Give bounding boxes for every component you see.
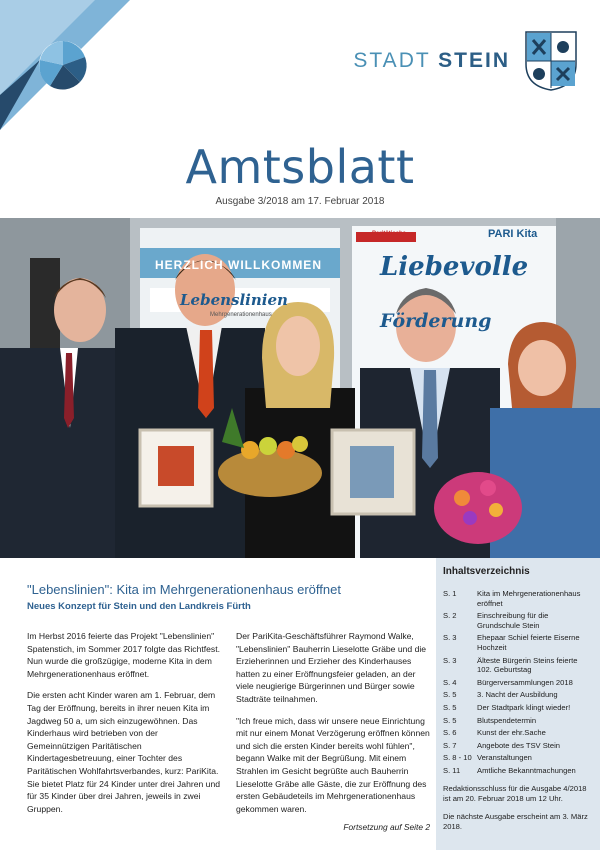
next-issue-note: Die nächste Ausgabe erscheint am 3. März 2018. <box>443 811 588 831</box>
article-body <box>27 630 432 824</box>
lead-article-header <box>27 582 427 612</box>
coat-of-arms-icon <box>524 30 578 92</box>
paragraph: Der PariKita-Geschäftsführer Raymond Walke, "Lebenslinien" Bauherrin Lieselotte Gräbe und die Erzieherinnen und Erzieher des Kinderhauses hatten zu einer Eröffnungsfeier geladen, an der viele neugierige Bürgerinnen und Bürger sowie Stadträte teilnahmen. <box>236 631 427 704</box>
cover-photo <box>0 218 600 558</box>
continue-link[interactable]: Fortsetzung auf Seite 2 <box>343 822 430 832</box>
page-title: Amtsblatt <box>185 140 415 194</box>
article-column-1 <box>27 630 222 824</box>
banner-slogan-1: Liebevolle <box>380 252 529 282</box>
toc-item[interactable]: S. 7 Angebote des TSV Stein <box>443 740 561 750</box>
banner-kita-pre: Paritätische <box>372 231 407 237</box>
toc-item[interactable]: S. 5 3. Nacht der Ausbildung <box>443 690 558 700</box>
banner-kita-logo: PARI Kita <box>488 228 538 240</box>
toc-title: Inhaltsverzeichnis <box>443 566 530 577</box>
toc-item[interactable]: S. 3 Ehepaar Schiel feierte Eiserne Hochzeit <box>443 633 580 652</box>
toc-item[interactable]: S. 6 Kunst der ehr.Sache <box>443 728 546 738</box>
article-subhead: Neues Konzept für Stein und den Landkreis Fürth <box>27 601 251 612</box>
paragraph: Im Herbst 2016 feierte das Projekt "Lebenslinien" Spatenstich, im Sommer 2017 folgte das Richtfest. Nun wurde die großzügige, moderne Kita in dem Mehrgenerationenhaus eröffnet. <box>27 631 220 679</box>
brand-name: STADT STEIN <box>353 49 510 72</box>
article-headline: "Lebenslinien": Kita im Mehrgenerationenhaus eröffnet <box>27 582 341 597</box>
table-of-contents <box>436 558 600 850</box>
corner-decoration <box>0 0 130 130</box>
article-column-2 <box>236 630 431 824</box>
banner-lebenslinien-sub: Mehrgenerationenhaus <box>210 312 272 318</box>
banner-lebenslinien: Lebenslinien <box>180 291 288 309</box>
banner-welcome: HERZLICH WILLKOMMEN <box>155 258 322 272</box>
toc-item[interactable]: S. 4 Bürgerversammlungen 2018 <box>443 677 573 687</box>
brand <box>353 30 578 92</box>
toc-item[interactable]: S. 5 Blutspendetermin <box>443 715 537 725</box>
toc-item[interactable]: S. 8 - 10 Veranstaltungen <box>443 753 532 763</box>
toc-item[interactable]: S. 2 Einschreibung für die Grundschule Stein <box>443 611 549 630</box>
toc-item[interactable]: S. 1 Kita im Mehrgenerationenhaus eröffnet <box>443 589 581 608</box>
deadline-note: Redaktionsschluss für die Ausgabe 4/2018 ist am 20. Februar 2018 um 12 Uhr. <box>443 783 587 803</box>
issue-date: Ausgabe 3/2018 am 17. Februar 2018 <box>215 196 385 207</box>
paragraph: Die ersten acht Kinder waren am 1. Februar, dem Tag der Eröffnung, bereits in ihrer neuen Kita im Jagdweg 50 a, um sich einzugewöhnen. Das Kinderhaus wird betrieben von der Gemeinnützigen Paritätischen Kindertagesbetreuung, einer Tochter des Paritätischen Wohlfahrtsverbandes, kurz: PariKita. Sie bietet Platz für 24 Kinder unter drei Jahren und für 35 Kinder über drei Jahren, jeweils in zwei Gruppen. <box>27 690 220 814</box>
toc-item[interactable]: S. 11 Amtliche Bekanntmachungen <box>443 765 576 775</box>
banner-slogan-2: Förderung <box>380 310 492 332</box>
toc-item[interactable]: S. 5 Der Stadtpark klingt wieder! <box>443 702 571 712</box>
paragraph: "Ich freue mich, dass wir unsere neue Einrichtung mit nur einem Monat Verzögerung eröffnen können und sich die ersten Kinder bereits wohl fühlen", begann Walke mit der Begrüßung. Mit einem Strahlen im Gesicht begrüßte auch Bauherrin Lieselotte Gräbe alle Gäste, die zur Eröffnung des ersten Gebäudeteils im Mehrgenerationenhaus gekommen waren. <box>236 715 430 814</box>
toc-item[interactable]: S. 3 Älteste Bürgerin Steins feierte 102. Geburtstag <box>443 655 578 675</box>
